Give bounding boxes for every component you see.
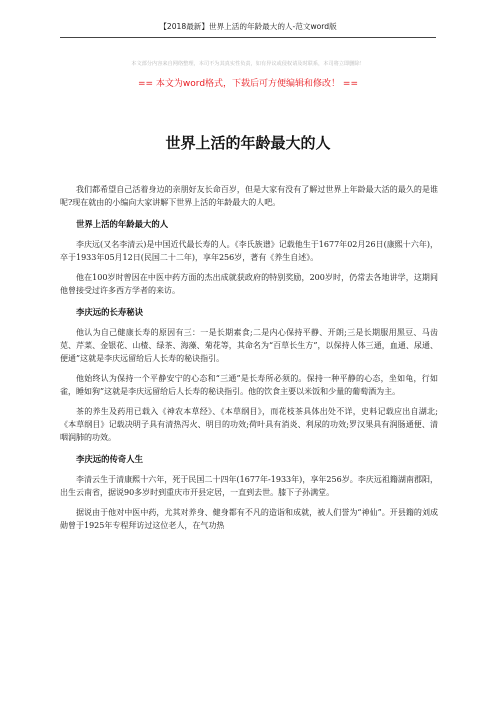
section-heading-oldest-person: 世界上活的年龄最大的人 bbox=[76, 219, 169, 229]
intro-paragraph: 我们都希望自己活着身边的亲朋好友长命百岁，但是大家有没有了解过世界上年龄最大活的最久的是谁呢?现在就由的小编向大家讲解下世界上活的年龄最大的人吧。 bbox=[60, 185, 438, 207]
paragraph: 李清云生于清康熙十六年，死于民国二十四年(1677年-1933年)，享年256岁。李庆远祖籍湖南郡阳，出生云南省，据说90多岁时到重庆市开县定居，一直到去世。膝下子孙满堂。 bbox=[60, 475, 438, 497]
page-header-title: 【2018最新】世界上活的年龄最大的人-范文word版 bbox=[159, 22, 337, 31]
paragraph: 李庆远(又名李清云)是中国近代最长寿的人。《李氏族谱》记载他生于1677年02月26日(康熙十六年)，卒于1933年05月12日(民国二十二年)，享年256岁，著有《养生自述》。 bbox=[60, 240, 438, 262]
paragraph: 他认为自己健康长寿的原因有三：一是长期素食;二是内心保持平静、开朗;三是长期服用黑豆、马齿苋、芹菜、金银花、山楂、绿茶、海藻、菊花等，其命名为“百草长生方”，以保持人体三通，血通、尿通、便通”这就是李庆远留给后人长寿的秘诀指引。 bbox=[60, 328, 438, 363]
paragraph: 他在100岁时曾因在中医中药方面的杰出成就获政府的特别奖励，200岁时，仍常去各地讲学，这期间他曾接受过许多西方学者的来访。 bbox=[60, 273, 438, 295]
document-body bbox=[60, 183, 438, 539]
header-divider bbox=[60, 37, 436, 38]
paragraph: 他始终认为保持一个平静安宁的心态和“三通”是长寿所必须的。保持一种平静的心态，坐如龟，行如雀，睡如狗”这就是李庆远留给后人长寿的秘诀指引。他的饮食主要以米饭和少量的葡萄酒为主。 bbox=[60, 374, 438, 396]
paragraph: 据说由于他对中医中药，尤其对养身、健身都有不凡的造诣和成就，被人们誉为“神仙”。开县籍的刘成勋曾于1925年专程拜访过这位老人，在气功热 bbox=[60, 508, 438, 530]
document-title: 世界上活的年龄最大的人 bbox=[165, 134, 331, 152]
disclaimer-text: 本文部分内容来自网络整理，本司不为其真实性负责，如有异议或侵权请及时联系，本司将立即删除！ bbox=[131, 61, 365, 67]
section-heading-legendary-life: 李庆远的传奇人生 bbox=[76, 454, 143, 464]
paragraph: 茶的养生及药用已载入《神农本草经》、《本草纲目》，而花枝茶具体出处不详，史料记载应出自湖北;《本草纲目》记载决明子具有清热泻火、明目的功效;荷叶具有消炎、利尿的功效;罗汉果具有润肠通便、清咽润肺的功效。 bbox=[60, 407, 438, 442]
section-heading-longevity-secrets: 李庆远的长寿秘诀 bbox=[76, 307, 143, 317]
word-format-banner: == 本文为word格式，下载后可方便编辑和修改！ == bbox=[137, 79, 358, 89]
